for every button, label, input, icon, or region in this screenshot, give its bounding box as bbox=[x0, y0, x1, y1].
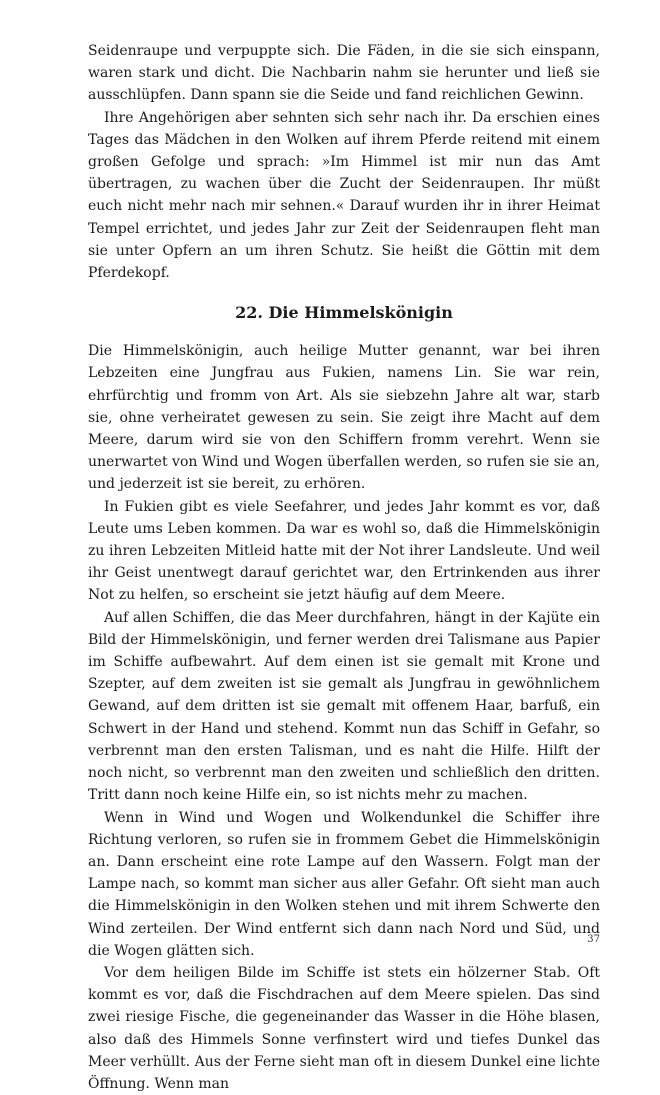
chapter-paragraph-4: Wenn in Wind und Wogen und Wolkendunkel die Schiffer ihre Richtung verloren, so rufen sie in frommem Gebet die Himmelskönigin an. Dann erscheint eine rote Lampe auf den Wassern. Folgt man der Lampe nach, so kommt man sicher aus aller Gefahr. Oft sieht man auch die Himmelskönigin in den Wolken stehen und mit ihrem Schwerte den Wind zerteilen. Der Wind entfernt sich dann nach Nord und Süd, und die Wogen glätten sich. bbox=[88, 809, 600, 959]
chapter-title: 22. Die Himmelskönigin bbox=[235, 303, 453, 323]
chapter-paragraph-2: In Fukien gibt es viele Seefahrer, und jedes Jahr kommt es vor, daß Leute ums Leben kommen. Da war es wohl so, daß die Himmelskönigin zu ihren Lebzeiten Mitleid hatte mit der Not ihrer Landsleute. Und weil ihr Geist unentwegt darauf gerichtet war, den Ertrinkenden aus ihrer Not zu helfen, so erscheint sie jetzt häufig auf dem Meere. bbox=[88, 498, 600, 604]
page-body bbox=[88, 40, 600, 1095]
intro-paragraph-2: Ihre Angehörigen aber sehnten sich sehr nach ihr. Da erschien eines Tages das Mädchen in den Wolken auf ihrem Pferde reitend mit einem großen Gefolge und sprach: »Im Himmel ist mir nun das Amt übertragen, zu wachen über die Zucht der Seidenraupen. Ihr müßt euch nicht mehr nach mir sehnen.« Darauf wurden ihr in ihrer Heimat Tempel errichtet, und jedes Jahr zur Zeit der Seidenraupen fleht man sie unter Opfern an um ihren Schutz. Sie heißt die Göttin mit dem Pferdekopf. bbox=[88, 109, 600, 282]
chapter-paragraph-1: Die Himmelskönigin, auch heilige Mutter genannt, war bei ihren Lebzeiten eine Jungfrau aus Fukien, namens Lin. Sie war rein, ehrfürchtig und fromm von Art. Als sie siebzehn Jahre alt war, starb sie, ohne verheiratet gewesen zu sein. Sie zeigt ihre Macht auf dem Meere, darum wird sie von den Schiffern fromm verehrt. Wenn sie unerwartet von Wind und Wogen überfallen werden, so rufen sie sie an, und jederzeit ist sie bereit, zu erhören. bbox=[88, 343, 600, 493]
chapter-paragraph-5: Vor dem heiligen Bilde im Schiffe ist stets ein hölzerner Stab. Oft kommt es vor, daß die Fischdrachen auf dem Meere spielen. Das sind zwei riesige Fische, die gegeneinander das Wasser in die Höhe blasen, also daß des Himmels Sonne verfinstert wird und tiefes Dunkel das Meer verhüllt. Aus der Ferne sieht man oft in diesem Dunkel eine lichte Öffnung. Wenn man bbox=[88, 964, 600, 1092]
chapter-paragraph-3: Auf allen Schiffen, die das Meer durchfahren, hängt in der Kajüte ein Bild der Himmelskönigin, und ferner werden drei Talismane aus Papier im Schiffe aufbewahrt. Auf dem einen ist sie gemalt mit Krone und Szepter, auf dem zweiten ist sie gemalt als Jungfrau in gewöhnlichem Gewand, auf dem dritten ist sie gemalt mit offenem Haar, barfuß, ein Schwert in der Hand und stehend. Kommt nun das Schiff in Gefahr, so verbrennt man den ersten Talisman, und es naht die Hilfe. Hilft der noch nicht, so verbrennt man den zweiten und schließlich den dritten. Tritt dann noch keine Hilfe ein, so ist nichts mehr zu machen. bbox=[88, 609, 600, 804]
intro-paragraph-1: Seidenraupe und verpuppte sich. Die Fäden, in die sie sich einspann, waren stark und dicht. Die Nachbarin nahm sie herunter und ließ sie ausschlüpfen. Dann spann sie die Seide und fand reichlichen Gewinn. bbox=[88, 43, 600, 104]
page-number: 37 bbox=[587, 934, 600, 945]
